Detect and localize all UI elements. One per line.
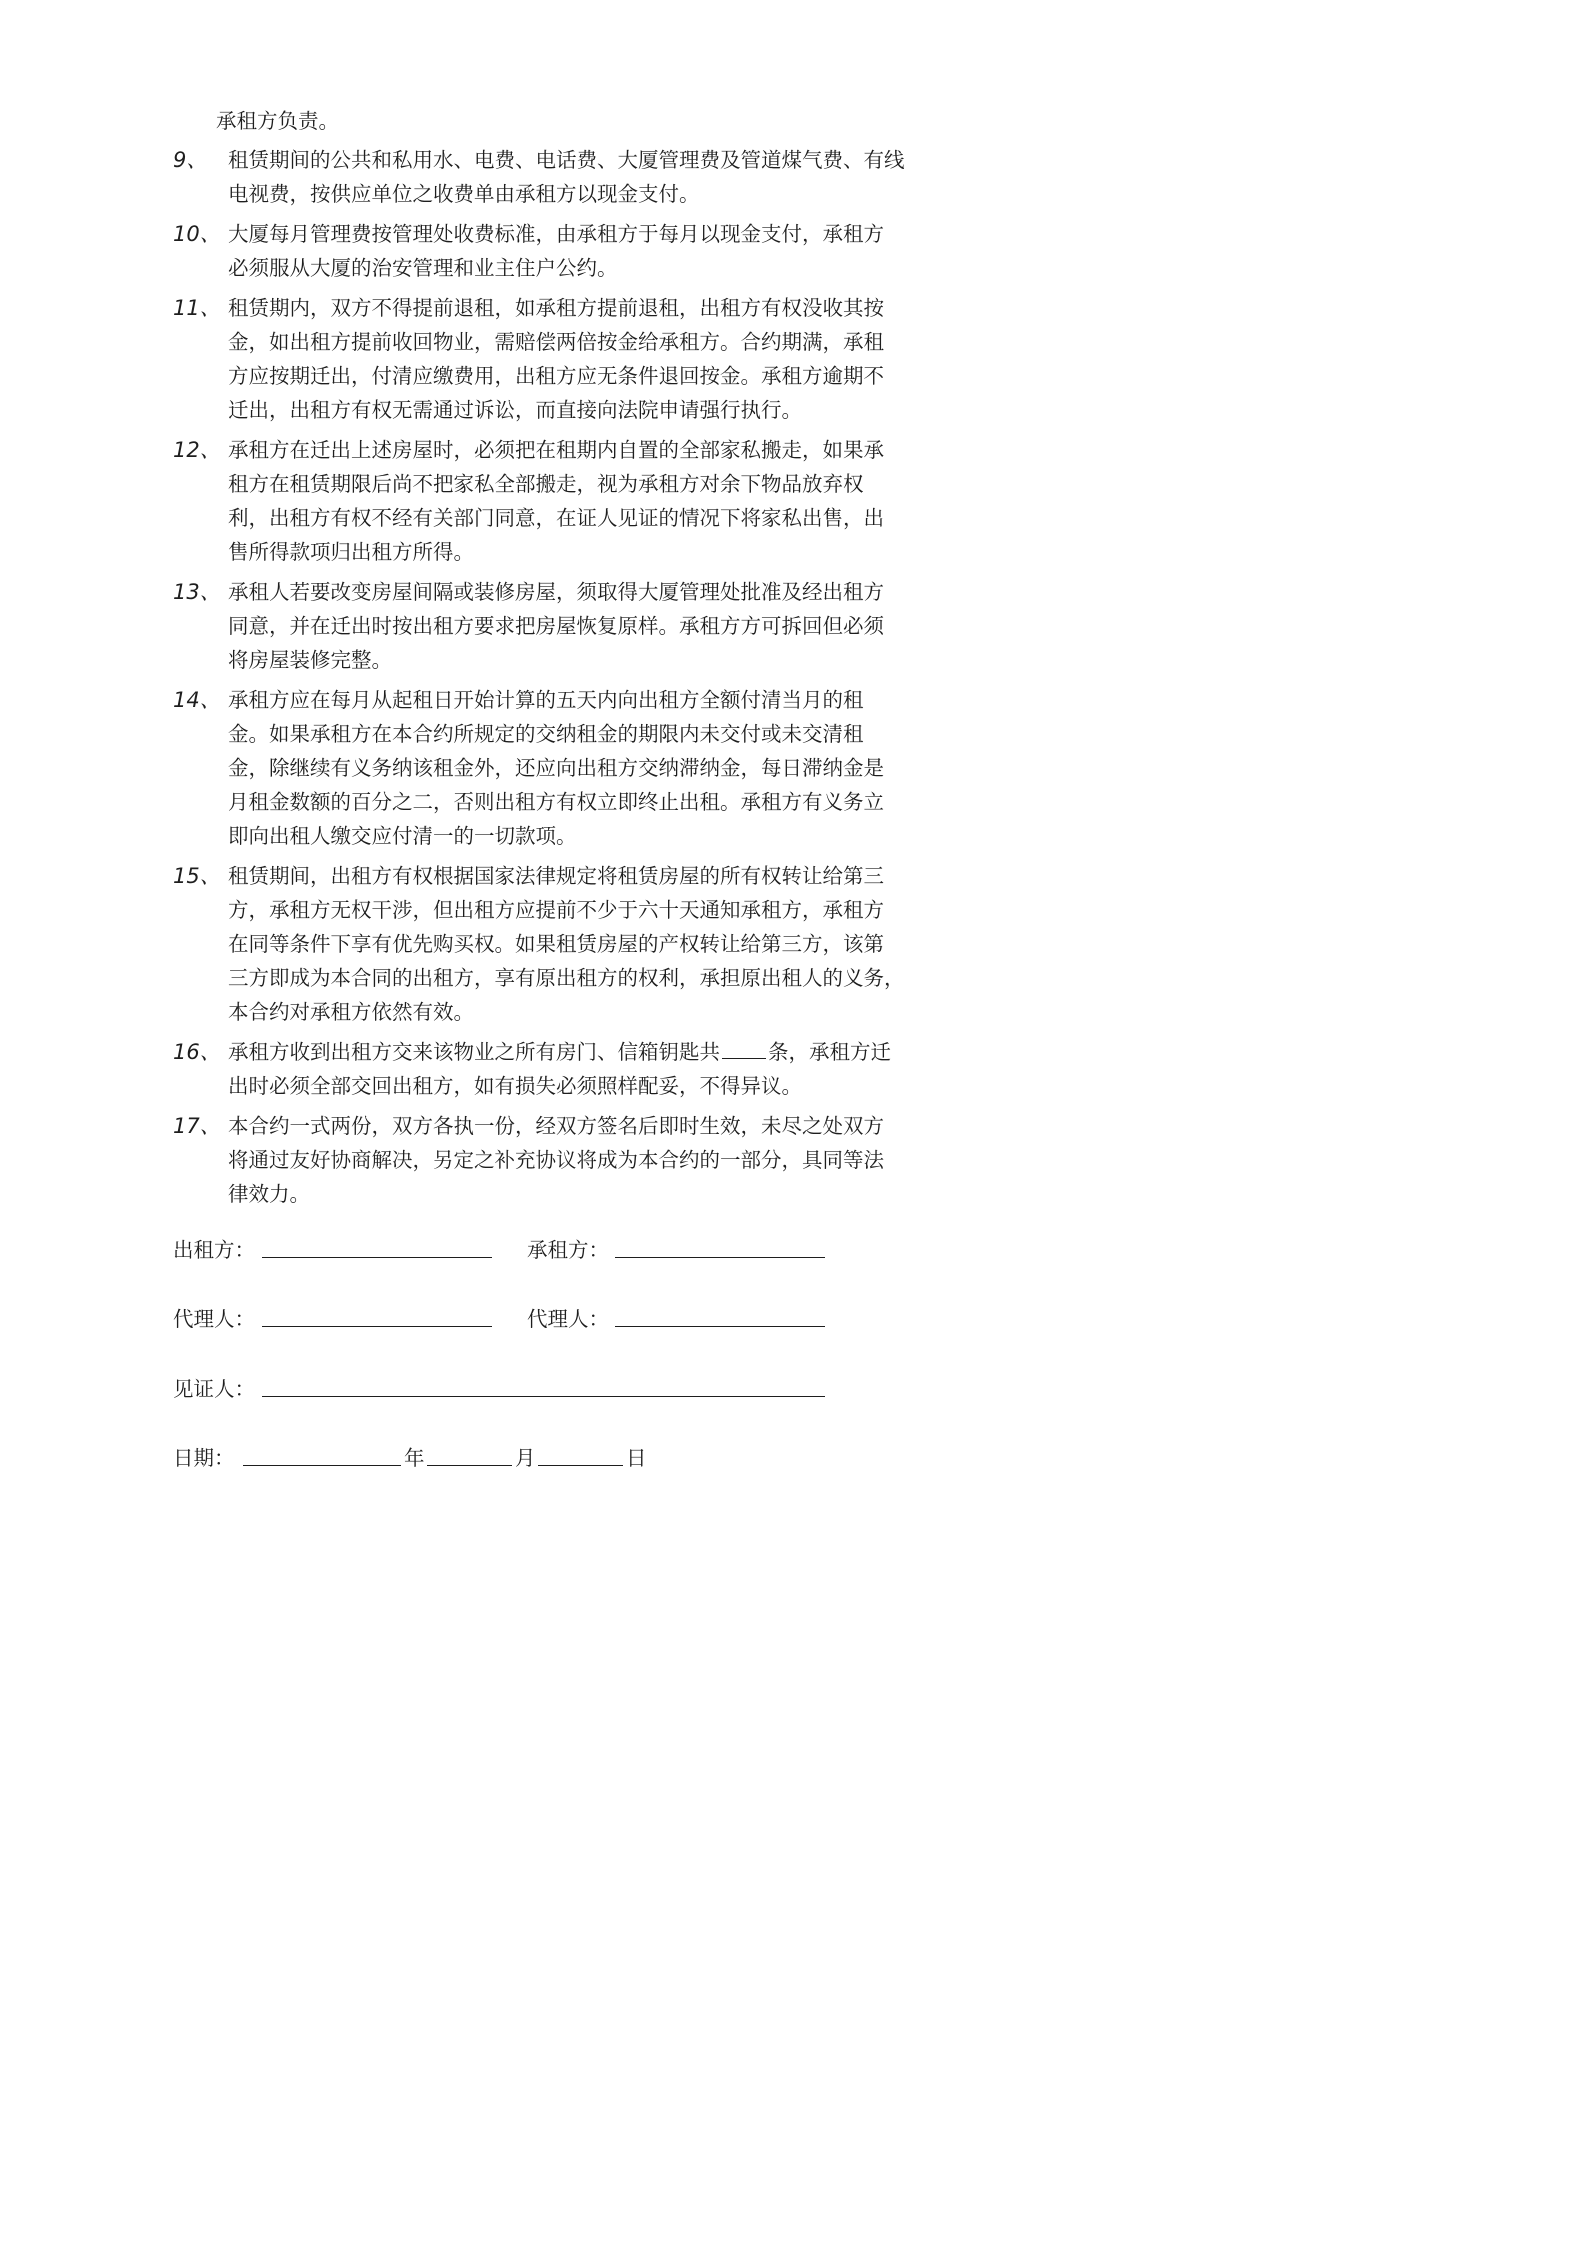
lessor-agent-label: 代理人： — [173, 1307, 255, 1331]
clause-line: 在同等条件下享有优先购买权。如果租赁房屋的产权转让给第三方，该第 — [228, 932, 884, 956]
clause-line: 本合约一式两份，双方各执一份，经双方签名后即时生效，未尽之处双方 — [228, 1114, 884, 1138]
clause-text: 条，承租方迁 — [768, 1040, 891, 1064]
clause-line: 承租方在迁出上述房屋时，必须把在租期内自置的全部家私搬走，如果承 — [228, 438, 884, 462]
day-blank[interactable] — [538, 1464, 623, 1466]
year-label: 年 — [404, 1446, 425, 1470]
clause-text: 承租方收到出租方交来该物业之所有房门、信箱钥匙共 — [228, 1040, 720, 1064]
witness-signature-line[interactable] — [262, 1395, 825, 1397]
clause-line: 售所得款项归出租方所得。 — [228, 540, 474, 564]
clause-line: 三方即成为本合同的出租方，享有原出租方的权利，承担原出租人的义务， — [228, 966, 905, 990]
clause-14 — [173, 683, 953, 853]
clause-11 — [173, 291, 953, 427]
lessee-agent-signature-line[interactable] — [615, 1325, 825, 1327]
clause-16 — [173, 1035, 953, 1103]
clause-line: 承租人若要改变房屋间隔或装修房屋，须取得大厦管理处批准及经出租方 — [228, 580, 884, 604]
lessor-label: 出租方： — [173, 1238, 255, 1262]
clause-line: 租赁期内，双方不得提前退租，如承租方提前退租，出租方有权没收其按 — [228, 296, 884, 320]
clause-number: 9、 — [173, 148, 208, 172]
clause-line — [228, 1035, 953, 1069]
clause-number: 17、 — [173, 1114, 221, 1138]
clause-line: 月租金数额的百分之二，否则出租方有权立即终止出租。承租方有义务立 — [228, 790, 884, 814]
lessor-agent-signature-line[interactable] — [262, 1325, 492, 1327]
clause-number: 14、 — [173, 688, 221, 712]
clause-9 — [173, 143, 953, 211]
clause-line: 电视费，按供应单位之收费单由承租方以现金支付。 — [228, 182, 700, 206]
witness-label: 见证人： — [173, 1377, 255, 1401]
month-blank[interactable] — [427, 1464, 512, 1466]
clause-line: 将房屋装修完整。 — [228, 648, 392, 672]
clause-number: 11、 — [173, 296, 221, 320]
clause-list — [173, 143, 953, 1217]
clause-line: 同意，并在迁出时按出租方要求把房屋恢复原样。承租方方可拆回但必须 — [228, 614, 884, 638]
clause-line: 出时必须全部交回出租方，如有损失必须照样配妥，不得异议。 — [228, 1074, 802, 1098]
clause-line: 承租方应在每月从起租日开始计算的五天内向出租方全额付清当月的租 — [228, 688, 864, 712]
date-label: 日期： — [173, 1446, 235, 1470]
clause-number: 10、 — [173, 222, 221, 246]
clause-line: 律效力。 — [228, 1182, 310, 1206]
clause-line: 将通过友好协商解决，另定之补充协议将成为本合约的一部分，具同等法 — [228, 1148, 884, 1172]
clause-line: 租赁期间的公共和私用水、电费、电话费、大厦管理费及管道煤气费、有线 — [228, 148, 905, 172]
clause-number: 15、 — [173, 864, 221, 888]
clause-line: 迁出，出租方有权无需通过诉讼，而直接向法院申请强行执行。 — [228, 398, 802, 422]
clause-line: 方，承租方无权干涉，但出租方应提前不少于六十天通知承租方，承租方 — [228, 898, 884, 922]
clause-10 — [173, 217, 953, 285]
clause-17 — [173, 1109, 953, 1211]
clause-line: 本合约对承租方依然有效。 — [228, 1000, 474, 1024]
clause-number: 12、 — [173, 438, 221, 462]
clause-line: 租赁期间，出租方有权根据国家法律规定将租赁房屋的所有权转让给第三 — [228, 864, 884, 888]
contract-page — [0, 0, 1100, 1556]
clause-line: 大厦每月管理费按管理处收费标准，由承租方于每月以现金支付，承租方 — [228, 222, 884, 246]
year-blank[interactable] — [243, 1464, 401, 1466]
lessor-signature-line[interactable] — [262, 1256, 492, 1258]
clause-line: 即向出租人缴交应付清一的一切款项。 — [228, 824, 577, 848]
clause-line: 必须服从大厦的治安管理和业主住户公约。 — [228, 256, 618, 280]
lessee-signature-line[interactable] — [615, 1256, 825, 1258]
clause-15 — [173, 859, 953, 1029]
clause-line: 方应按期迁出，付清应缴费用，出租方应无条件退回按金。承租方逾期不 — [228, 364, 884, 388]
clause-line: 利，出租方有权不经有关部门同意，在证人见证的情况下将家私出售，出 — [228, 506, 884, 530]
clause-line: 金，如出租方提前收回物业，需赔偿两倍按金给承租方。合约期满，承租 — [228, 330, 884, 354]
clause-13 — [173, 575, 953, 677]
clause-line: 租方在租赁期限后尚不把家私全部搬走，视为承租方对余下物品放弃权 — [228, 472, 864, 496]
clause-number: 16、 — [173, 1040, 221, 1064]
month-label: 月 — [515, 1446, 536, 1470]
key-count-blank[interactable] — [722, 1036, 766, 1059]
lessee-agent-label: 代理人： — [527, 1307, 609, 1331]
continuation-line: 承租方负责。 — [216, 109, 339, 133]
clause-12 — [173, 433, 953, 569]
day-label: 日 — [626, 1446, 647, 1470]
lessee-label: 承租方： — [527, 1238, 609, 1262]
clause-line: 金。如果承租方在本合约所规定的交纳租金的期限内未交付或未交清租 — [228, 722, 864, 746]
clause-number: 13、 — [173, 580, 221, 604]
clause-line: 金，除继续有义务纳该租金外，还应向出租方交纳滞纳金，每日滞纳金是 — [228, 756, 884, 780]
